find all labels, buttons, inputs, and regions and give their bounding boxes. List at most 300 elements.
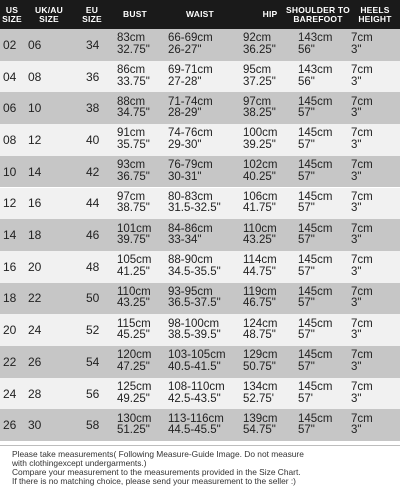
eu-size-cell [86,29,110,61]
hip-cell-inches: 52.75' [243,392,274,405]
hip-cell [243,29,288,61]
waist-cell-cm: 108-110cm [168,381,225,394]
us-size-cell-value: 12 [3,196,17,211]
hip-cell-cm: 97cm [243,95,272,108]
table-row [0,124,400,156]
shoulder-cell-inches: 57" [298,170,315,183]
hip-cell-inches: 41.75" [243,202,276,215]
waist-cell-inches: 38.5-39.5" [168,329,221,342]
shoulder-cell-cm: 145cm [298,254,333,267]
table-row [0,251,400,283]
hip-cell-cm: 134cm [243,381,278,394]
us-size-cell-value: 26 [3,418,17,433]
bust-cell [117,124,162,156]
heels-cell-inches: 3" [351,360,362,373]
waist-cell-cm: 93-95cm [168,285,213,298]
hip-cell [243,188,288,220]
shoulder-cell-inches: 57" [298,424,315,437]
bust-cell-inches: 47.25" [117,360,150,373]
eu-size-cell [86,409,110,441]
ukau-size-cell-value: 30 [28,418,42,433]
bust-cell [117,378,162,410]
table-row [0,61,400,93]
hip-cell-cm: 95cm [243,64,272,77]
header-shoulder-to-barefoot: SHOULDER TO BAREFOOT [286,4,350,24]
hip-cell [243,409,288,441]
us-size-cell [3,409,25,441]
eu-size-cell-value: 42 [86,164,100,179]
heels-cell [351,29,391,61]
eu-size-cell-value: 48 [86,259,100,274]
shoulder-cell [298,378,343,410]
heels-cell-cm: 7cm [351,317,373,330]
shoulder-cell-cm: 145cm [298,159,333,172]
heels-cell-cm: 7cm [351,412,373,425]
heels-cell [351,314,391,346]
heels-cell-inches: 3" [351,297,362,310]
heels-cell [351,409,391,441]
us-size-cell-value: 20 [3,323,17,338]
us-size-cell-value: 18 [3,291,17,306]
waist-cell-cm: 98-100cm [168,317,220,330]
us-size-cell [3,346,25,378]
header-eu-size: EU SIZE [82,4,102,24]
waist-cell-inches: 42.5-43.5" [168,392,221,405]
waist-cell-inches: 40.5-41.5" [168,360,221,373]
bust-cell-cm: 83cm [117,32,146,45]
eu-size-cell [86,219,110,251]
bust-cell-inches: 33.75" [117,75,150,88]
us-size-cell [3,251,25,283]
table-row [0,283,400,315]
waist-cell [168,92,243,124]
waist-cell [168,283,243,315]
table-row [0,346,400,378]
bust-cell-inches: 34.75" [117,107,150,120]
heels-cell-cm: 7cm [351,95,373,108]
eu-size-cell [86,378,110,410]
eu-size-cell [86,314,110,346]
ukau-size-cell-value: 28 [28,386,42,401]
shoulder-cell [298,188,343,220]
eu-size-cell [86,92,110,124]
hip-cell-cm: 102cm [243,159,278,172]
shoulder-cell-inches: 57" [298,202,315,215]
shoulder-cell-cm: 145cm [298,412,333,425]
ukau-size-cell [28,219,72,251]
hip-cell-cm: 92cm [243,32,272,45]
heels-cell-cm: 7cm [351,254,373,267]
hip-cell [243,124,288,156]
us-size-cell [3,156,25,188]
ukau-size-cell-value: 22 [28,291,42,306]
eu-size-cell-value: 36 [86,69,100,84]
header-waist: WAIST [186,9,214,19]
us-size-cell-value: 16 [3,259,17,274]
us-size-cell [3,188,25,220]
us-size-cell [3,378,25,410]
bust-cell-inches: 41.25" [117,265,150,278]
heels-cell [351,283,391,315]
bust-cell-cm: 130cm [117,412,152,425]
heels-cell-cm: 7cm [351,222,373,235]
bust-cell-cm: 120cm [117,349,152,362]
table-row [0,92,400,124]
waist-cell [168,61,243,93]
bust-cell-inches: 38.75" [117,202,150,215]
table-row [0,314,400,346]
table-row [0,156,400,188]
hip-cell-inches: 50.75" [243,360,276,373]
waist-cell-cm: 74-76cm [168,127,213,140]
heels-cell-inches: 3" [351,329,362,342]
hip-cell [243,283,288,315]
waist-cell-inches: 28-29" [168,107,202,120]
bust-cell [117,251,162,283]
ukau-size-cell [28,124,72,156]
bust-cell-inches: 39.75" [117,234,150,247]
ukau-size-cell-value: 14 [28,164,42,179]
bust-cell-inches: 49.25" [117,392,150,405]
measurement-notes [0,445,400,486]
bust-cell [117,156,162,188]
us-size-cell-value: 08 [3,132,17,147]
shoulder-cell [298,156,343,188]
hip-cell [243,156,288,188]
hip-cell-inches: 44.75" [243,265,276,278]
waist-cell-cm: 80-83cm [168,190,213,203]
heels-cell [351,346,391,378]
heels-cell [351,378,391,410]
ukau-size-cell-value: 26 [28,354,42,369]
heels-cell-cm: 7cm [351,32,373,45]
shoulder-cell [298,29,343,61]
hip-cell-inches: 40.25" [243,170,276,183]
hip-cell-inches: 37.25" [243,75,276,88]
waist-cell-cm: 113-116cm [168,412,224,425]
bust-cell-inches: 35.75" [117,138,150,151]
waist-cell-inches: 34.5-35.5" [168,265,221,278]
waist-cell [168,29,243,61]
shoulder-cell [298,283,343,315]
heels-cell-inches: 3" [351,43,362,56]
hip-cell-cm: 119cm [243,285,277,298]
notes-top-rule [0,445,400,446]
shoulder-cell-cm: 145cm [298,95,333,108]
heels-cell-cm: 7cm [351,190,373,203]
us-size-cell-value: 14 [3,228,17,243]
hip-cell-inches: 46.75" [243,297,276,310]
bust-cell-cm: 93cm [117,159,146,172]
table-header [0,0,400,29]
waist-cell [168,156,243,188]
hip-cell-inches: 36.25" [243,43,276,56]
shoulder-cell-cm: 143cm [298,32,333,45]
ukau-size-cell [28,409,72,441]
hip-cell-inches: 43.25" [243,234,276,247]
hip-cell-cm: 129cm [243,349,278,362]
eu-size-cell-value: 34 [86,37,100,52]
eu-size-cell-value: 56 [86,386,100,401]
hip-cell [243,219,288,251]
waist-cell [168,219,243,251]
shoulder-cell-inches: 57' [298,392,313,405]
hip-cell-inches: 48.75" [243,329,276,342]
waist-cell-cm: 71-74cm [168,95,213,108]
heels-cell-inches: 3" [351,234,362,247]
hip-cell [243,378,288,410]
ukau-size-cell-value: 20 [28,259,42,274]
hip-cell-inches: 38.25" [243,107,276,120]
bust-cell-cm: 101cm [117,222,152,235]
bust-cell-cm: 105cm [117,254,152,267]
shoulder-cell-cm: 145cm [298,317,333,330]
shoulder-cell-inches: 57" [298,265,315,278]
table-row [0,219,400,251]
heels-cell-inches: 3" [351,424,362,437]
shoulder-cell-cm: 145cm [298,381,333,394]
bust-cell-cm: 86cm [117,64,146,77]
us-size-cell-value: 22 [3,354,17,369]
hip-cell [243,314,288,346]
waist-cell-inches: 33-34" [168,234,202,247]
bust-cell [117,314,162,346]
hip-cell [243,61,288,93]
hip-cell-cm: 124cm [243,317,278,330]
bust-cell-inches: 36.75" [117,170,150,183]
bust-cell [117,219,162,251]
bust-cell-cm: 91cm [117,127,146,140]
heels-cell [351,61,391,93]
heels-cell [351,251,391,283]
us-size-cell-value: 24 [3,386,17,401]
bust-cell-cm: 88cm [117,95,146,108]
header-bust: BUST [123,9,147,19]
waist-cell [168,124,243,156]
us-size-cell-value: 10 [3,164,17,179]
bust-cell [117,346,162,378]
bust-cell-cm: 110cm [117,285,151,298]
hip-cell [243,92,288,124]
shoulder-cell-inches: 57" [298,107,315,120]
eu-size-cell-value: 50 [86,291,100,306]
heels-cell [351,124,391,156]
shoulder-cell-inches: 57" [298,297,315,310]
shoulder-cell [298,124,343,156]
waist-cell [168,409,243,441]
table-row [0,378,400,410]
heels-cell-inches: 3" [351,265,362,278]
shoulder-cell [298,314,343,346]
heels-cell-inches: 3" [351,202,362,215]
eu-size-cell [86,124,110,156]
hip-cell [243,346,288,378]
us-size-cell-value: 02 [3,37,17,52]
bust-cell [117,29,162,61]
shoulder-cell [298,219,343,251]
eu-size-cell-value: 46 [86,228,100,243]
shoulder-cell-cm: 145cm [298,349,333,362]
hip-cell-cm: 110cm [243,222,277,235]
shoulder-cell-inches: 57" [298,138,315,151]
eu-size-cell-value: 44 [86,196,100,211]
us-size-cell [3,314,25,346]
bust-cell-inches: 51.25" [117,424,150,437]
heels-cell [351,219,391,251]
shoulder-cell [298,92,343,124]
table-row [0,188,400,220]
heels-cell-cm: 7cm [351,159,373,172]
shoulder-cell-inches: 57" [298,234,315,247]
shoulder-cell-inches: 56" [298,75,315,88]
heels-cell [351,92,391,124]
bust-cell-inches: 45.25" [117,329,150,342]
waist-cell-cm: 84-86cm [168,222,213,235]
bust-cell [117,409,162,441]
eu-size-cell [86,188,110,220]
shoulder-cell-cm: 145cm [298,127,333,140]
eu-size-cell-value: 58 [86,418,100,433]
heels-cell-inches: 3" [351,170,362,183]
heels-cell-inches: 3" [351,107,362,120]
bust-cell-cm: 97cm [117,190,146,203]
waist-cell-cm: 103-105cm [168,349,226,362]
ukau-size-cell-value: 12 [28,132,42,147]
heels-cell-inches: 3" [351,75,362,88]
waist-cell-inches: 26-27" [168,43,202,56]
eu-size-cell [86,346,110,378]
ukau-size-cell-value: 16 [28,196,42,211]
waist-cell-inches: 36.5-37.5" [168,297,221,310]
eu-size-cell-value: 54 [86,354,100,369]
hip-cell-inches: 54.75" [243,424,276,437]
shoulder-cell-inches: 56" [298,43,315,56]
ukau-size-cell [28,346,72,378]
shoulder-cell [298,251,343,283]
ukau-size-cell-value: 10 [28,101,42,116]
header-us-size: US SIZE [2,4,22,24]
eu-size-cell [86,283,110,315]
eu-size-cell-value: 52 [86,323,100,338]
shoulder-cell-cm: 145cm [298,285,333,298]
us-size-cell [3,92,25,124]
us-size-cell [3,61,25,93]
bust-cell-inches: 32.75" [117,43,150,56]
us-size-cell-value: 06 [3,101,17,116]
heels-cell-inches: 3" [351,138,362,151]
ukau-size-cell [28,156,72,188]
us-size-cell [3,219,25,251]
waist-cell-cm: 69-71cm [168,64,213,77]
ukau-size-cell [28,283,72,315]
waist-cell-inches: 44.5-45.5" [168,424,221,437]
table-row [0,29,400,61]
ukau-size-cell-value: 18 [28,228,42,243]
shoulder-cell-cm: 145cm [298,222,333,235]
bust-cell [117,61,162,93]
heels-cell-cm: 7cm [351,381,373,394]
bust-cell [117,92,162,124]
shoulder-cell [298,346,343,378]
ukau-size-cell [28,188,72,220]
ukau-size-cell [28,61,72,93]
bust-cell-cm: 125cm [117,381,152,394]
heels-cell-cm: 7cm [351,64,373,77]
header-heels-height: HEELS HEIGHT [358,4,392,24]
ukau-size-cell [28,378,72,410]
heels-cell-cm: 7cm [351,349,373,362]
heels-cell-cm: 7cm [351,285,373,298]
shoulder-cell [298,409,343,441]
eu-size-cell-value: 40 [86,132,100,147]
note-line-3: Compare your measurement to the measurements provided in the Size Chart. [12,467,301,477]
us-size-cell [3,283,25,315]
ukau-size-cell [28,251,72,283]
heels-cell [351,188,391,220]
hip-cell-cm: 114cm [243,254,277,267]
shoulder-cell-cm: 145cm [298,190,333,203]
bust-cell [117,283,162,315]
hip-cell-cm: 100cm [243,127,278,140]
shoulder-cell [298,61,343,93]
waist-cell-cm: 88-90cm [168,254,213,267]
note-line-1: Please take measurements( Following Measure-Guide Image. Do not measure [12,449,304,459]
eu-size-cell-value: 38 [86,101,100,116]
bust-cell [117,188,162,220]
hip-cell-inches: 39.25" [243,138,276,151]
ukau-size-cell-value: 08 [28,69,42,84]
note-line-4: If there is no matching choice, please send your measurement to the seller :) [12,476,296,486]
eu-size-cell [86,251,110,283]
shoulder-cell-inches: 57" [298,329,315,342]
ukau-size-cell-value: 06 [28,37,42,52]
ukau-size-cell-value: 24 [28,323,42,338]
waist-cell [168,346,243,378]
eu-size-cell [86,61,110,93]
eu-size-cell [86,156,110,188]
waist-cell [168,251,243,283]
shoulder-cell-cm: 143cm [298,64,333,77]
waist-cell-inches: 30-31" [168,170,202,183]
header-hip: HIP [262,9,278,19]
bust-cell-cm: 115cm [117,317,151,330]
us-size-cell [3,29,25,61]
waist-cell-inches: 31.5-32.5" [168,202,221,215]
ukau-size-cell [28,92,72,124]
bust-cell-inches: 43.25" [117,297,150,310]
waist-cell [168,314,243,346]
waist-cell [168,378,243,410]
table-row [0,409,400,441]
waist-cell-cm: 76-79cm [168,159,213,172]
us-size-cell [3,124,25,156]
hip-cell-cm: 139cm [243,412,278,425]
ukau-size-cell [28,314,72,346]
waist-cell-cm: 66-69cm [168,32,213,45]
note-line-2: with clothingexcept undergarments.) [12,458,147,468]
waist-cell-inches: 27-28" [168,75,202,88]
heels-cell-inches: 3" [351,392,362,405]
heels-cell-cm: 7cm [351,127,373,140]
heels-cell [351,156,391,188]
waist-cell-inches: 29-30" [168,138,202,151]
hip-cell-cm: 106cm [243,190,278,203]
hip-cell [243,251,288,283]
waist-cell [168,188,243,220]
ukau-size-cell [28,29,72,61]
us-size-cell-value: 04 [3,69,17,84]
shoulder-cell-inches: 57" [298,360,315,373]
